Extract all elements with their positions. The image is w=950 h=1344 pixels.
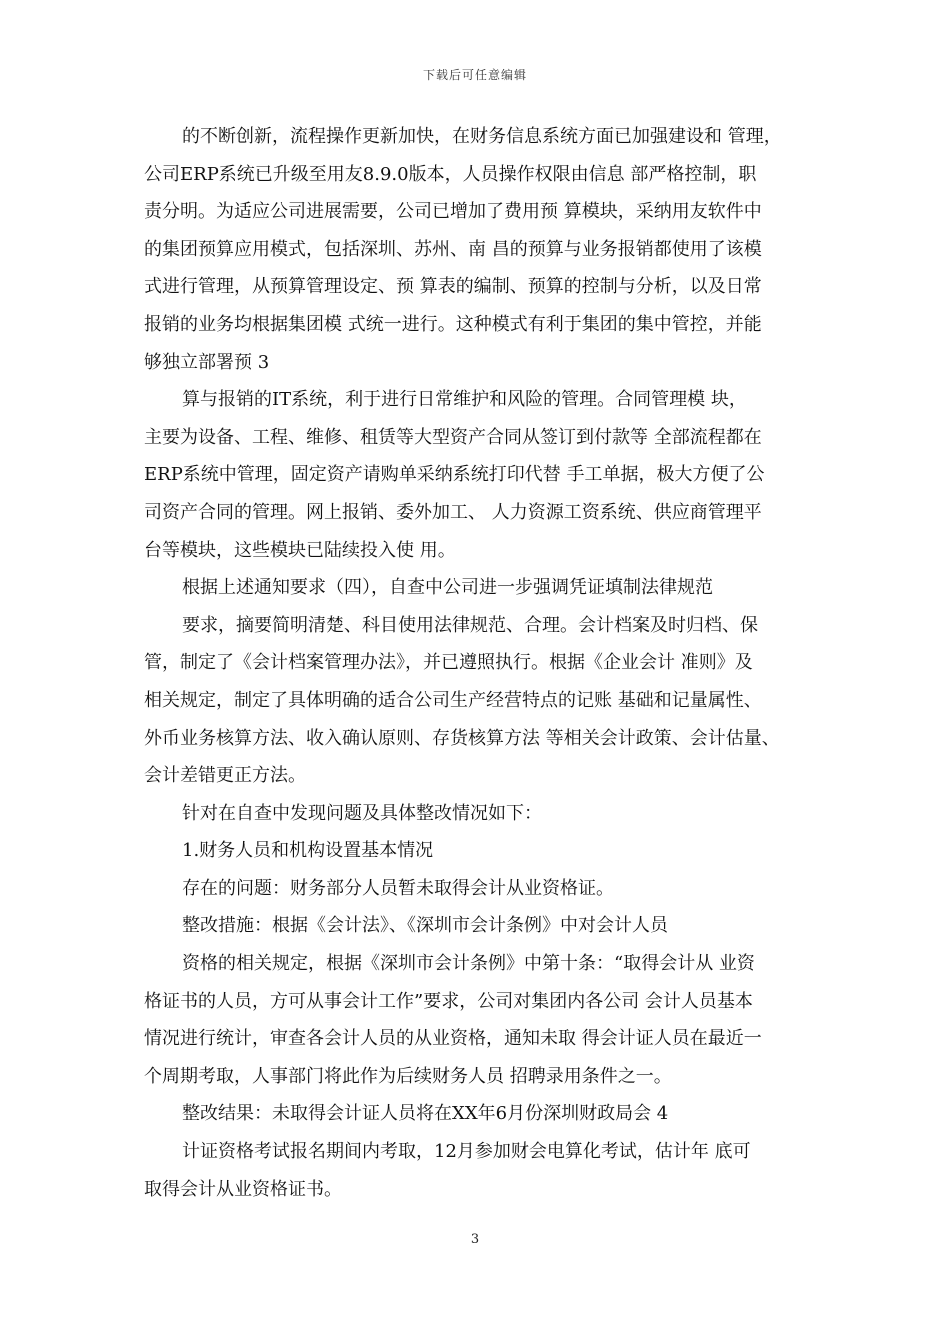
text-line: 司资产合同的管理。网上报销、委外加工、 人力资源工资系统、供应商管理平	[144, 501, 762, 523]
page-number: 3	[470, 1232, 480, 1247]
text-line: 的不断创新，流程操作更新加快，在财务信息系统方面已加强建设和 管理，	[182, 126, 782, 147]
text-line: 针对在自查中发现问题及具体整改情况如下：	[182, 802, 542, 824]
text-line: 要求，摘要简明清楚、科目使用法律规范、合理。会计档案及时归档、保	[182, 614, 758, 636]
text-line: 会计差错更正方法。	[144, 765, 306, 787]
text-line: 资格的相关规定，根据《深圳市会计条例》中第十条：“取得会计从 业资	[182, 953, 755, 975]
text-line: 式进行管理，从预算管理设定、预 算表的编制、预算的控制与分析，以及日常	[144, 276, 762, 298]
document-body	[144, 118, 816, 1208]
text-line: 整改措施：根据《会计法》、《深圳市会计条例》中对会计人员	[182, 915, 668, 937]
text-line: 管，制定了《会计档案管理办法》，并已遵照执行。根据《企业会计 准则》及	[144, 652, 753, 674]
text-line: 相关规定，制定了具体明确的适合公司生产经营特点的记账 基础和记量属性、	[144, 689, 762, 711]
text-line: 取得会计从业资格证书。	[144, 1178, 342, 1200]
text-line: 主要为设备、工程、维修、租赁等大型资产合同从签订到付款等 全部流程都在	[144, 426, 762, 448]
text-line: 责分明。为适应公司进展需要，公司已增加了费用预 算模块，采纳用友软件中	[144, 201, 762, 223]
text-line: 外币业务核算方法、收入确认原则、存货核算方法 等相关会计政策、会计估量、	[144, 727, 780, 749]
text-line: 根据上述通知要求（四），自查中公司进一步强调凭证填制法律规范	[182, 577, 713, 599]
page-header: 下载后可任意编辑	[422, 68, 527, 82]
text-line: 情况进行统计，审查各会计人员的从业资格，通知未取 得会计证人员在最近一	[144, 1028, 762, 1050]
text-line: 格证书的人员，方可从事会计工作”要求，公司对集团内各公司 会计人员基本	[144, 990, 753, 1012]
text-line: ERP系统中管理，固定资产请购单采纳系统打印代替 手工单据，极大方便了公	[144, 464, 765, 486]
text-line: 算与报销的IT系统，利于进行日常维护和风险的管理。合同管理模 块，	[182, 389, 747, 411]
text-line: 存在的问题：财务部分人员暂未取得会计从业资格证。	[182, 877, 614, 899]
text-line: 的集团预算应用模式，包括深圳、苏州、南 昌的预算与业务报销都使用了该模	[144, 238, 762, 260]
text-line: 够独立部署预 3	[144, 351, 270, 373]
text-line: 个周期考取，人事部门将此作为后续财务人员 招聘录用条件之一。	[144, 1065, 672, 1087]
section-heading: 1.财务人员和机构设置基本情况	[182, 840, 434, 862]
text-line: 报销的业务均根据集团模 式统一进行。这种模式有利于集团的集中管控，并能	[144, 313, 762, 335]
text-line: 台等模块，这些模块已陆续投入使 用。	[144, 539, 456, 561]
text-line: 整改结果：未取得会计证人员将在XX年6月份深圳财政局会 4	[182, 1103, 669, 1125]
text-line: 公司ERP系统已升级至用友8.9.0版本，人员操作权限由信息 部严格控制，职	[144, 163, 757, 185]
text-line: 计证资格考试报名期间内考取，12月参加财会电算化考试，估计年 底可	[182, 1141, 751, 1163]
